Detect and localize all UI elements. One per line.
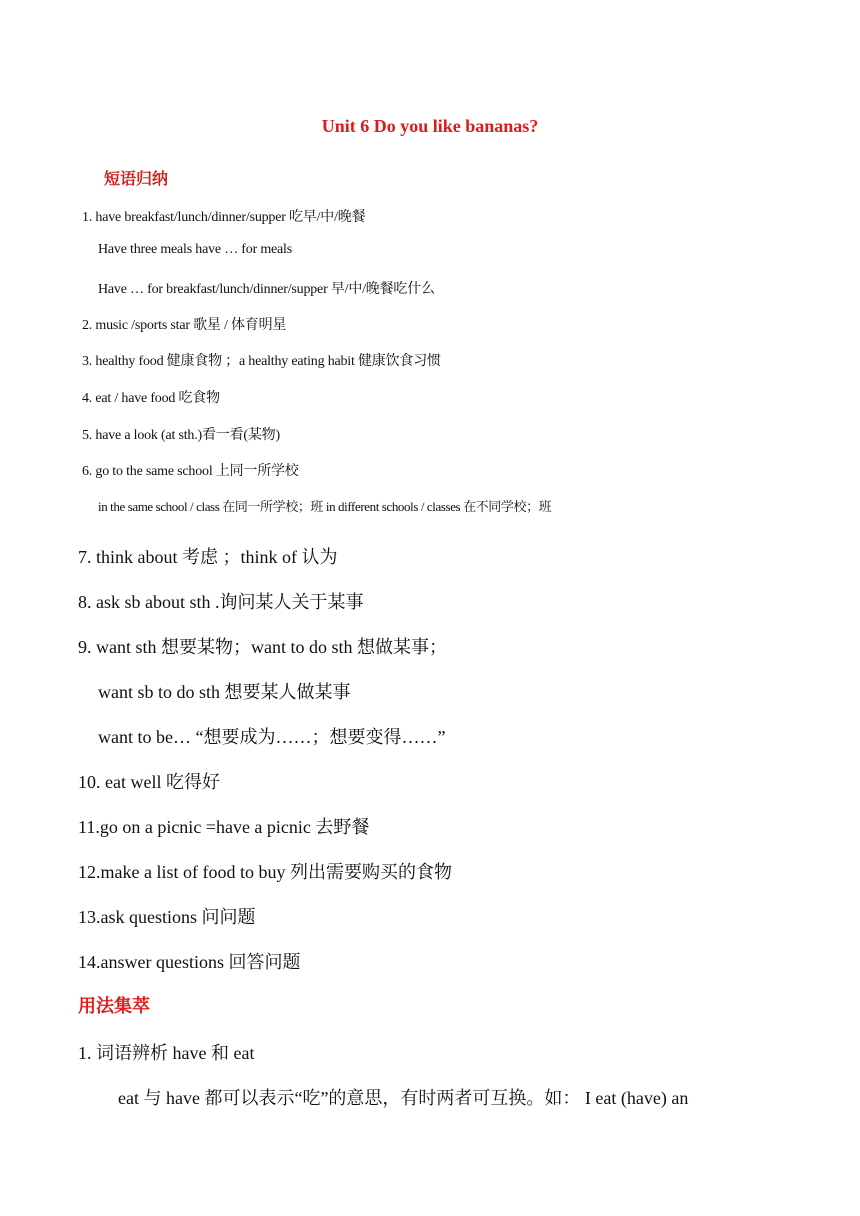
phrase-line: 10. eat well 吃得好	[78, 772, 220, 792]
phrase-line: in the same school / class 在同一所学校；班 in different schools / classes 在不同学校；班	[98, 499, 552, 514]
phrase-line: 13.ask questions 问问题	[78, 907, 256, 927]
phrase-line: want sb to do sth 想要某人做某事	[98, 682, 351, 702]
phrase-line: 11.go on a picnic =have a picnic 去野餐	[78, 817, 370, 837]
phrase-line: 5. have a look (at sth.)看一看(某物)	[82, 428, 280, 443]
usage-heading: 用法集萃	[78, 996, 150, 1017]
phrase-line: want to be… “想要成为……；想要变得……”	[98, 727, 446, 747]
phrase-line: 3. healthy food 健康食物 ；a healthy eating habit 健康饮食习惯	[82, 354, 441, 369]
phrase-line: 1. have breakfast/lunch/dinner/supper 吃早/中/晚餐	[82, 210, 366, 225]
phrase-line: 9. want sth 想要某物；want to do sth 想做某事；	[78, 637, 447, 657]
phrase-line: 12.make a list of food to buy 列出需要购买的食物	[78, 862, 452, 882]
phrase-line: 4. eat / have food 吃食物	[82, 391, 220, 406]
phrase-line: Have three meals have … for meals	[98, 242, 292, 257]
phrase-line: 2. music /sports star 歌星 / 体育明星	[82, 318, 287, 333]
phrase-line: Have … for breakfast/lunch/dinner/supper 早/中/晚餐吃什么	[98, 282, 435, 297]
phrase-line: 14.answer questions 回答问题	[78, 952, 301, 972]
phrase-summary-heading: 短语归纳	[104, 169, 169, 188]
phrase-line: 7. think about 考虑 ；think of 认为	[78, 547, 338, 567]
document-title: Unit 6 Do you like bananas?	[321, 116, 539, 136]
usage-line: eat 与 have 都可以表示“吃”的意思，有时两者可互换。如： I eat (have) an	[118, 1088, 689, 1108]
usage-line: 1. 词语辨析 have 和 eat	[78, 1043, 255, 1063]
phrase-line: 6. go to the same school 上同一所学校	[82, 464, 299, 479]
phrase-line: 8. ask sb about sth .询问某人关于某事	[78, 592, 364, 612]
